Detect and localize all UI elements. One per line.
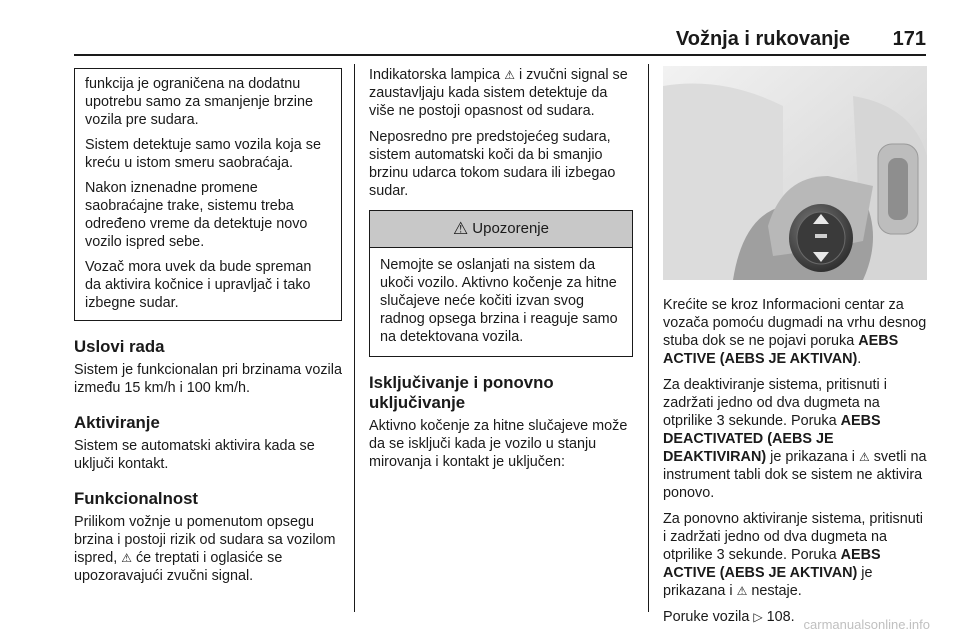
text-span: Indikatorska lampica: [369, 67, 505, 83]
heading-deactivate: Isključivanje i ponovno uključivanje: [369, 373, 554, 412]
text-span: nestaje.: [747, 583, 802, 599]
warning-header: [370, 211, 632, 248]
warning-box: [369, 210, 633, 357]
text-span: Prilikom vožnje u pomenutom opsegu brzina i postoji rizik od sudara sa vozilom ispred,: [74, 514, 336, 566]
text-span: Poruke vozila: [663, 609, 754, 625]
steering-column-buttons-photo: [663, 66, 927, 280]
column-1: [74, 66, 342, 593]
car-collision-warning-icon: ⚠: [504, 68, 515, 82]
column-2: [369, 66, 633, 479]
car-collision-warning-icon: ⚠: [736, 584, 748, 598]
message-aebs-active: AEBS ACTIVE (AEBS JE AKTIVAN): [663, 333, 899, 367]
text-span: će treptati i oglasiće se upozoravajući zvučni signal.: [74, 550, 283, 584]
header-rule: [74, 54, 926, 56]
notice-paragraph: funkcija je ograničena na dodatnu upotrebu samo za smanjenje brzine vozila pre sudara.: [85, 76, 313, 128]
page-number: 171: [892, 28, 926, 50]
page-header: [0, 0, 960, 56]
page-reference-triangle-icon: ▷: [753, 610, 763, 624]
car-collision-warning-icon: ⚠: [121, 551, 132, 565]
paragraph-navigate: [663, 296, 927, 368]
paragraph-function: [74, 513, 342, 585]
column-3: [663, 66, 927, 634]
text-span: i zvučni signal se zaustavljaju kada sistem detektuje da više ne postoji opasnost od sudara.: [369, 67, 628, 119]
paragraph-braking: Neposredno pre predstojećeg sudara, sistem automatski koči da bi smanjio brzinu udarca tokom sudara ili izbegao sudar.: [369, 129, 616, 199]
text-span: je prikazana i: [766, 449, 859, 465]
text-span: je prikazana i: [663, 565, 873, 599]
paragraph-deactivate: Aktivno kočenje za hitne slučajeve može da se isključi kada je vozilo u stanju mirovanja i kontakt je uključen:: [369, 418, 628, 470]
text-span: .: [857, 351, 862, 367]
paragraph-reactivation: [663, 510, 927, 600]
heading-activation: Aktiviranje: [74, 413, 160, 432]
notice-paragraph: Sistem detektuje samo vozila koja se kreću u istom smeru saobraćaja.: [85, 137, 321, 171]
column-divider: [648, 64, 649, 612]
text-span: Za deaktiviranje sistema, pritisnuti i zadržati jedno od dva dugmeta na otprilike 3 sekunde. Poruka: [663, 377, 887, 429]
warning-title: Upozorenje: [472, 220, 549, 237]
notice-paragraph: Vozač mora uvek da bude spreman da aktivira kočnice i upravljač i tako izbegne sudar.: [85, 259, 312, 311]
paragraph-conditions: Sistem je funkcionalan pri brzinama vozila između 15 km/h i 100 km/h.: [74, 362, 342, 396]
paragraph-indicator: [369, 66, 633, 120]
text-span: svetli na instrument tabli dok se sistem ne aktivira ponovo.: [663, 449, 927, 501]
car-collision-warning-icon: ⚠: [858, 450, 870, 464]
text-span: Krećite se kroz Informacioni centar za vozača pomoću dugmadi na vrhu desnog stuba dok se ne pojavi poruka: [663, 297, 927, 349]
chapter-title: Vožnja i rukovanje: [675, 28, 850, 50]
paragraph-deactivation: [663, 376, 927, 502]
paragraph-activation: Sistem se automatski aktivira kada se uključi kontakt.: [74, 438, 315, 472]
column-divider: [354, 64, 355, 612]
watermark: carmanualsonline.info: [803, 617, 930, 632]
message-aebs-deactivated: AEBS DEACTIVATED (AEBS JE DEAKTIVIRAN): [663, 413, 881, 465]
heading-function: Funkcionalnost: [74, 489, 198, 508]
warning-triangle-icon: ⚠: [453, 219, 469, 238]
heading-conditions: Uslovi rada: [74, 337, 165, 356]
message-aebs-active: AEBS ACTIVE (AEBS JE AKTIVAN): [663, 547, 881, 581]
warning-text: Nemojte se oslanjati na sistem da ukoči vozilo. Aktivno kočenje za hitne slučajeve neće kočiti izvan svog radnog opsega brzina i reaguje samo na detektovana vozila.: [380, 257, 618, 345]
steering-column-illustration: [663, 66, 927, 280]
text-span: 108.: [762, 609, 795, 625]
notice-paragraph: Nakon iznenadne promene saobraćajne trake, sistemu treba određeno vreme da detektuje novo vozilo ispred sebe.: [85, 180, 308, 250]
text-span: Za ponovno aktiviranje sistema, pritisnuti i zadržati jedno od dva dugmeta na otprilike 3 sekunde. Poruka: [663, 511, 923, 563]
notice-box: [74, 68, 342, 321]
